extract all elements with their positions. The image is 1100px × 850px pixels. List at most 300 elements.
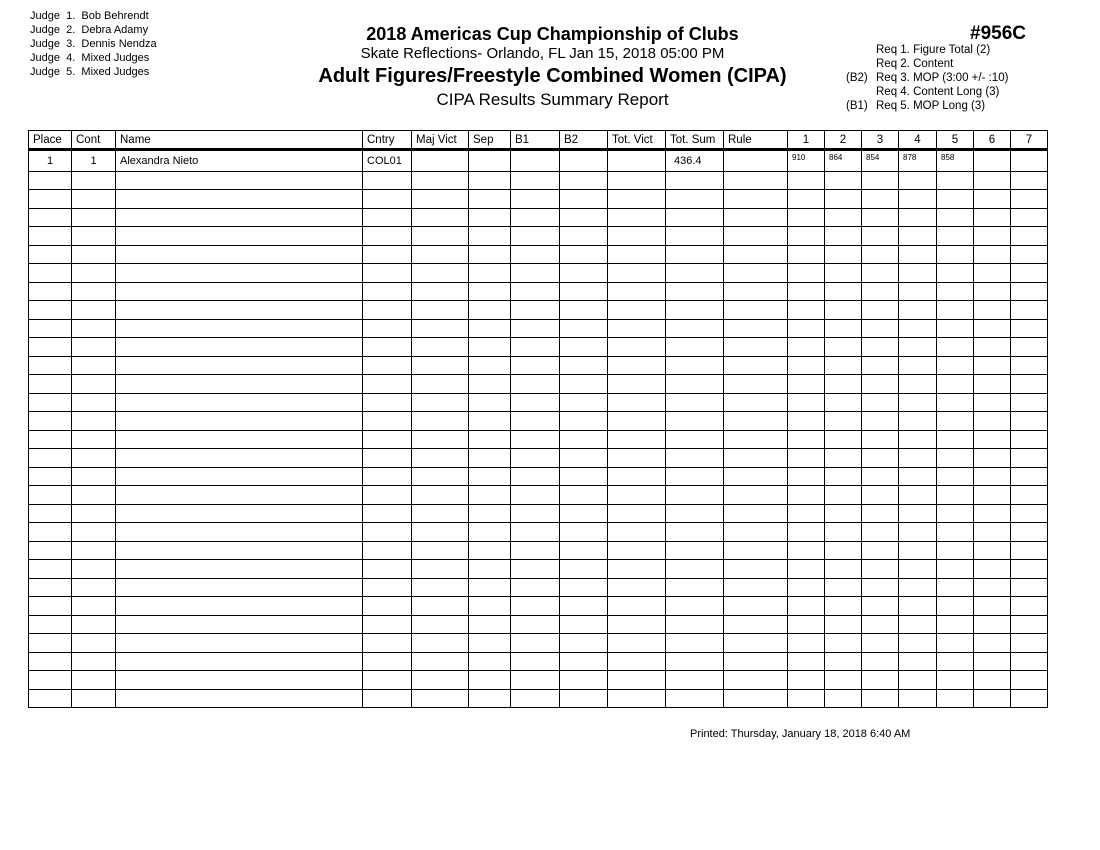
empty-cell	[469, 264, 511, 283]
empty-cell	[608, 319, 666, 338]
empty-cell	[825, 264, 862, 283]
empty-cell	[724, 578, 788, 597]
empty-cell	[469, 671, 511, 690]
empty-cell	[363, 190, 412, 209]
empty-cell	[862, 319, 899, 338]
empty-cell	[825, 652, 862, 671]
empty-cell	[412, 523, 469, 542]
empty-cell	[511, 523, 560, 542]
empty-cell	[724, 541, 788, 560]
empty-cell	[1011, 430, 1048, 449]
empty-cell	[899, 689, 937, 708]
empty-cell	[788, 412, 825, 431]
col-place: Place	[29, 131, 72, 150]
empty-cell	[412, 689, 469, 708]
empty-cell	[974, 208, 1011, 227]
empty-cell	[511, 652, 560, 671]
empty-cell	[974, 615, 1011, 634]
cell-judge-6	[974, 150, 1011, 172]
empty-cell	[788, 282, 825, 301]
empty-cell	[72, 208, 116, 227]
empty-cell	[363, 264, 412, 283]
empty-cell	[363, 486, 412, 505]
empty-cell	[469, 504, 511, 523]
empty-cell	[412, 560, 469, 579]
col-tot-vict: Tot. Vict	[608, 131, 666, 150]
empty-cell	[862, 338, 899, 357]
empty-cell	[363, 430, 412, 449]
empty-cell	[825, 190, 862, 209]
empty-cell	[862, 578, 899, 597]
empty-cell	[116, 523, 363, 542]
empty-cell	[899, 208, 937, 227]
empty-cell	[666, 467, 724, 486]
empty-cell	[825, 208, 862, 227]
empty-cell	[511, 615, 560, 634]
empty-cell	[974, 449, 1011, 468]
cell-name: Alexandra Nieto	[116, 150, 363, 172]
empty-cell	[862, 171, 899, 190]
empty-cell	[29, 282, 72, 301]
empty-cell	[72, 190, 116, 209]
empty-cell	[788, 467, 825, 486]
empty-cell	[608, 245, 666, 264]
empty-cell	[363, 597, 412, 616]
empty-cell	[666, 319, 724, 338]
empty-cell	[862, 356, 899, 375]
empty-cell	[469, 393, 511, 412]
empty-cell	[116, 227, 363, 246]
empty-cell	[72, 652, 116, 671]
empty-cell	[666, 541, 724, 560]
empty-cell	[862, 208, 899, 227]
empty-cell	[974, 190, 1011, 209]
empty-cell	[724, 430, 788, 449]
empty-cell	[899, 634, 937, 653]
empty-cell	[412, 319, 469, 338]
empty-cell	[511, 393, 560, 412]
empty-cell	[825, 338, 862, 357]
empty-cell	[72, 319, 116, 338]
empty-cell	[412, 486, 469, 505]
empty-cell	[788, 227, 825, 246]
empty-cell	[116, 208, 363, 227]
table-row-empty	[29, 523, 1048, 542]
empty-cell	[937, 523, 974, 542]
empty-cell	[608, 652, 666, 671]
empty-cell	[469, 541, 511, 560]
empty-cell	[724, 689, 788, 708]
empty-cell	[724, 467, 788, 486]
empty-cell	[825, 245, 862, 264]
empty-cell	[412, 375, 469, 394]
empty-cell	[788, 671, 825, 690]
empty-cell	[116, 375, 363, 394]
empty-cell	[72, 689, 116, 708]
empty-cell	[788, 301, 825, 320]
empty-cell	[724, 301, 788, 320]
empty-cell	[937, 597, 974, 616]
empty-cell	[788, 338, 825, 357]
judge-line: Judge 3. Dennis Nendza	[30, 38, 157, 50]
empty-cell	[608, 208, 666, 227]
empty-cell	[116, 301, 363, 320]
empty-cell	[363, 671, 412, 690]
empty-cell	[363, 504, 412, 523]
empty-cell	[608, 467, 666, 486]
empty-cell	[862, 375, 899, 394]
empty-cell	[788, 486, 825, 505]
empty-cell	[116, 190, 363, 209]
empty-cell	[412, 412, 469, 431]
empty-cell	[72, 560, 116, 579]
results-table	[28, 130, 1048, 708]
empty-cell	[560, 393, 608, 412]
empty-cell	[937, 486, 974, 505]
empty-cell	[608, 375, 666, 394]
empty-cell	[608, 171, 666, 190]
col-rule: Rule	[724, 131, 788, 150]
empty-cell	[412, 171, 469, 190]
empty-cell	[899, 597, 937, 616]
empty-cell	[724, 504, 788, 523]
empty-cell	[116, 245, 363, 264]
empty-cell	[29, 245, 72, 264]
table-row-empty	[29, 282, 1048, 301]
empty-cell	[937, 615, 974, 634]
empty-cell	[116, 264, 363, 283]
empty-cell	[560, 264, 608, 283]
table-row-empty	[29, 615, 1048, 634]
empty-cell	[788, 597, 825, 616]
empty-cell	[412, 597, 469, 616]
empty-cell	[608, 227, 666, 246]
empty-cell	[1011, 227, 1048, 246]
empty-cell	[116, 597, 363, 616]
cell-place: 1	[29, 150, 72, 172]
empty-cell	[363, 449, 412, 468]
empty-cell	[1011, 375, 1048, 394]
empty-cell	[666, 245, 724, 264]
empty-cell	[363, 541, 412, 560]
empty-cell	[937, 190, 974, 209]
empty-cell	[72, 523, 116, 542]
empty-cell	[937, 245, 974, 264]
empty-cell	[974, 523, 1011, 542]
empty-cell	[511, 560, 560, 579]
empty-cell	[862, 504, 899, 523]
empty-cell	[1011, 356, 1048, 375]
empty-cell	[560, 282, 608, 301]
empty-cell	[1011, 338, 1048, 357]
empty-cell	[1011, 486, 1048, 505]
empty-cell	[29, 486, 72, 505]
empty-cell	[412, 227, 469, 246]
judge-line: Judge 2. Debra Adamy	[30, 24, 149, 36]
empty-cell	[788, 393, 825, 412]
empty-cell	[862, 467, 899, 486]
empty-cell	[29, 504, 72, 523]
empty-cell	[825, 356, 862, 375]
table-row	[29, 150, 1048, 172]
empty-cell	[29, 171, 72, 190]
empty-cell	[363, 560, 412, 579]
empty-cell	[560, 227, 608, 246]
empty-cell	[469, 319, 511, 338]
empty-cell	[72, 301, 116, 320]
empty-cell	[412, 282, 469, 301]
empty-cell	[788, 356, 825, 375]
empty-cell	[899, 301, 937, 320]
empty-cell	[724, 560, 788, 579]
empty-cell	[825, 523, 862, 542]
empty-cell	[788, 430, 825, 449]
empty-cell	[363, 227, 412, 246]
empty-cell	[1011, 597, 1048, 616]
empty-cell	[1011, 671, 1048, 690]
empty-cell	[1011, 689, 1048, 708]
empty-cell	[862, 597, 899, 616]
header-row	[29, 131, 1048, 150]
empty-cell	[974, 597, 1011, 616]
empty-cell	[724, 412, 788, 431]
cell-judge-2: 864	[825, 150, 862, 172]
empty-cell	[72, 467, 116, 486]
empty-cell	[862, 301, 899, 320]
empty-cell	[1011, 245, 1048, 264]
empty-cell	[974, 338, 1011, 357]
empty-cell	[1011, 190, 1048, 209]
empty-cell	[1011, 560, 1048, 579]
empty-cell	[825, 541, 862, 560]
empty-cell	[412, 671, 469, 690]
empty-cell	[511, 190, 560, 209]
empty-cell	[116, 430, 363, 449]
col-judge-5: 5	[937, 131, 974, 150]
empty-cell	[608, 597, 666, 616]
empty-cell	[29, 412, 72, 431]
empty-cell	[825, 430, 862, 449]
empty-cell	[825, 449, 862, 468]
empty-cell	[937, 264, 974, 283]
empty-cell	[363, 467, 412, 486]
empty-cell	[724, 356, 788, 375]
empty-cell	[899, 171, 937, 190]
empty-cell	[899, 449, 937, 468]
empty-cell	[560, 208, 608, 227]
col-maj-vict: Maj Vict	[412, 131, 469, 150]
table-row-empty	[29, 338, 1048, 357]
empty-cell	[825, 504, 862, 523]
empty-cell	[29, 301, 72, 320]
empty-cell	[899, 412, 937, 431]
empty-cell	[899, 467, 937, 486]
requirements-list	[846, 43, 1008, 113]
empty-cell	[511, 208, 560, 227]
empty-cell	[511, 449, 560, 468]
empty-cell	[469, 634, 511, 653]
empty-cell	[974, 412, 1011, 431]
empty-cell	[788, 504, 825, 523]
empty-cell	[1011, 412, 1048, 431]
empty-cell	[560, 597, 608, 616]
empty-cell	[29, 375, 72, 394]
empty-cell	[724, 652, 788, 671]
empty-cell	[608, 634, 666, 653]
empty-cell	[724, 264, 788, 283]
empty-cell	[724, 523, 788, 542]
cell-sep	[469, 150, 511, 172]
empty-cell	[72, 541, 116, 560]
empty-cell	[116, 449, 363, 468]
empty-cell	[72, 449, 116, 468]
cell-rule	[724, 150, 788, 172]
empty-cell	[560, 301, 608, 320]
empty-cell	[1011, 523, 1048, 542]
empty-cell	[363, 356, 412, 375]
empty-cell	[974, 356, 1011, 375]
empty-cell	[116, 615, 363, 634]
empty-cell	[560, 338, 608, 357]
empty-cell	[974, 301, 1011, 320]
cell-cont: 1	[72, 150, 116, 172]
empty-cell	[974, 319, 1011, 338]
empty-cell	[899, 190, 937, 209]
empty-cell	[363, 652, 412, 671]
empty-cell	[788, 208, 825, 227]
empty-cell	[666, 393, 724, 412]
empty-cell	[724, 190, 788, 209]
empty-cell	[937, 449, 974, 468]
empty-cell	[937, 282, 974, 301]
empty-cell	[469, 301, 511, 320]
empty-cell	[899, 652, 937, 671]
empty-cell	[469, 689, 511, 708]
table-row-empty	[29, 412, 1048, 431]
empty-cell	[116, 541, 363, 560]
empty-cell	[899, 245, 937, 264]
empty-cell	[724, 208, 788, 227]
empty-cell	[974, 245, 1011, 264]
empty-cell	[788, 375, 825, 394]
empty-cell	[788, 578, 825, 597]
table-row-empty	[29, 467, 1048, 486]
empty-cell	[72, 578, 116, 597]
empty-cell	[666, 615, 724, 634]
empty-cell	[974, 171, 1011, 190]
empty-cell	[937, 671, 974, 690]
empty-cell	[1011, 282, 1048, 301]
empty-cell	[608, 578, 666, 597]
empty-cell	[608, 356, 666, 375]
col-judge-4: 4	[899, 131, 937, 150]
empty-cell	[899, 615, 937, 634]
empty-cell	[788, 615, 825, 634]
empty-cell	[363, 375, 412, 394]
empty-cell	[862, 671, 899, 690]
empty-cell	[608, 430, 666, 449]
empty-cell	[666, 597, 724, 616]
empty-cell	[899, 338, 937, 357]
empty-cell	[1011, 467, 1048, 486]
cell-b1	[511, 150, 560, 172]
empty-cell	[560, 319, 608, 338]
empty-cell	[560, 615, 608, 634]
empty-cell	[469, 467, 511, 486]
table-row-empty	[29, 504, 1048, 523]
empty-cell	[825, 171, 862, 190]
empty-cell	[937, 227, 974, 246]
empty-cell	[862, 245, 899, 264]
empty-cell	[788, 190, 825, 209]
empty-cell	[560, 449, 608, 468]
empty-cell	[825, 634, 862, 653]
empty-cell	[608, 282, 666, 301]
empty-cell	[511, 412, 560, 431]
col-tot-sum: Tot. Sum	[666, 131, 724, 150]
empty-cell	[412, 449, 469, 468]
empty-cell	[666, 671, 724, 690]
empty-cell	[788, 449, 825, 468]
empty-cell	[937, 356, 974, 375]
empty-cell	[862, 615, 899, 634]
empty-cell	[72, 634, 116, 653]
table-row-empty	[29, 430, 1048, 449]
empty-cell	[608, 264, 666, 283]
empty-cell	[788, 634, 825, 653]
empty-cell	[666, 412, 724, 431]
empty-cell	[469, 560, 511, 579]
empty-cell	[1011, 541, 1048, 560]
empty-cell	[469, 652, 511, 671]
competition-title: 2018 Americas Cup Championship of Clubs	[366, 24, 739, 44]
empty-cell	[862, 190, 899, 209]
cell-tot-sum: 436.4	[666, 150, 724, 172]
empty-cell	[469, 171, 511, 190]
empty-cell	[724, 615, 788, 634]
empty-cell	[608, 449, 666, 468]
empty-cell	[511, 264, 560, 283]
empty-cell	[363, 208, 412, 227]
table-row-empty	[29, 486, 1048, 505]
empty-cell	[412, 338, 469, 357]
empty-cell	[666, 301, 724, 320]
table-row-empty	[29, 171, 1048, 190]
empty-cell	[412, 430, 469, 449]
table-row-empty	[29, 689, 1048, 708]
empty-cell	[116, 338, 363, 357]
empty-cell	[788, 652, 825, 671]
empty-cell	[363, 338, 412, 357]
empty-cell	[974, 375, 1011, 394]
venue-date: Skate Reflections- Orlando, FL Jan 15, 2018 05:00 PM	[360, 45, 725, 62]
empty-cell	[560, 430, 608, 449]
event-id: #956C	[970, 23, 1026, 44]
empty-cell	[724, 486, 788, 505]
empty-cell	[899, 319, 937, 338]
empty-cell	[724, 227, 788, 246]
empty-cell	[666, 190, 724, 209]
empty-cell	[29, 338, 72, 357]
table-row-empty	[29, 652, 1048, 671]
empty-cell	[72, 412, 116, 431]
empty-cell	[937, 504, 974, 523]
empty-cell	[363, 319, 412, 338]
empty-cell	[469, 615, 511, 634]
empty-cell	[116, 171, 363, 190]
empty-cell	[608, 190, 666, 209]
empty-cell	[825, 319, 862, 338]
